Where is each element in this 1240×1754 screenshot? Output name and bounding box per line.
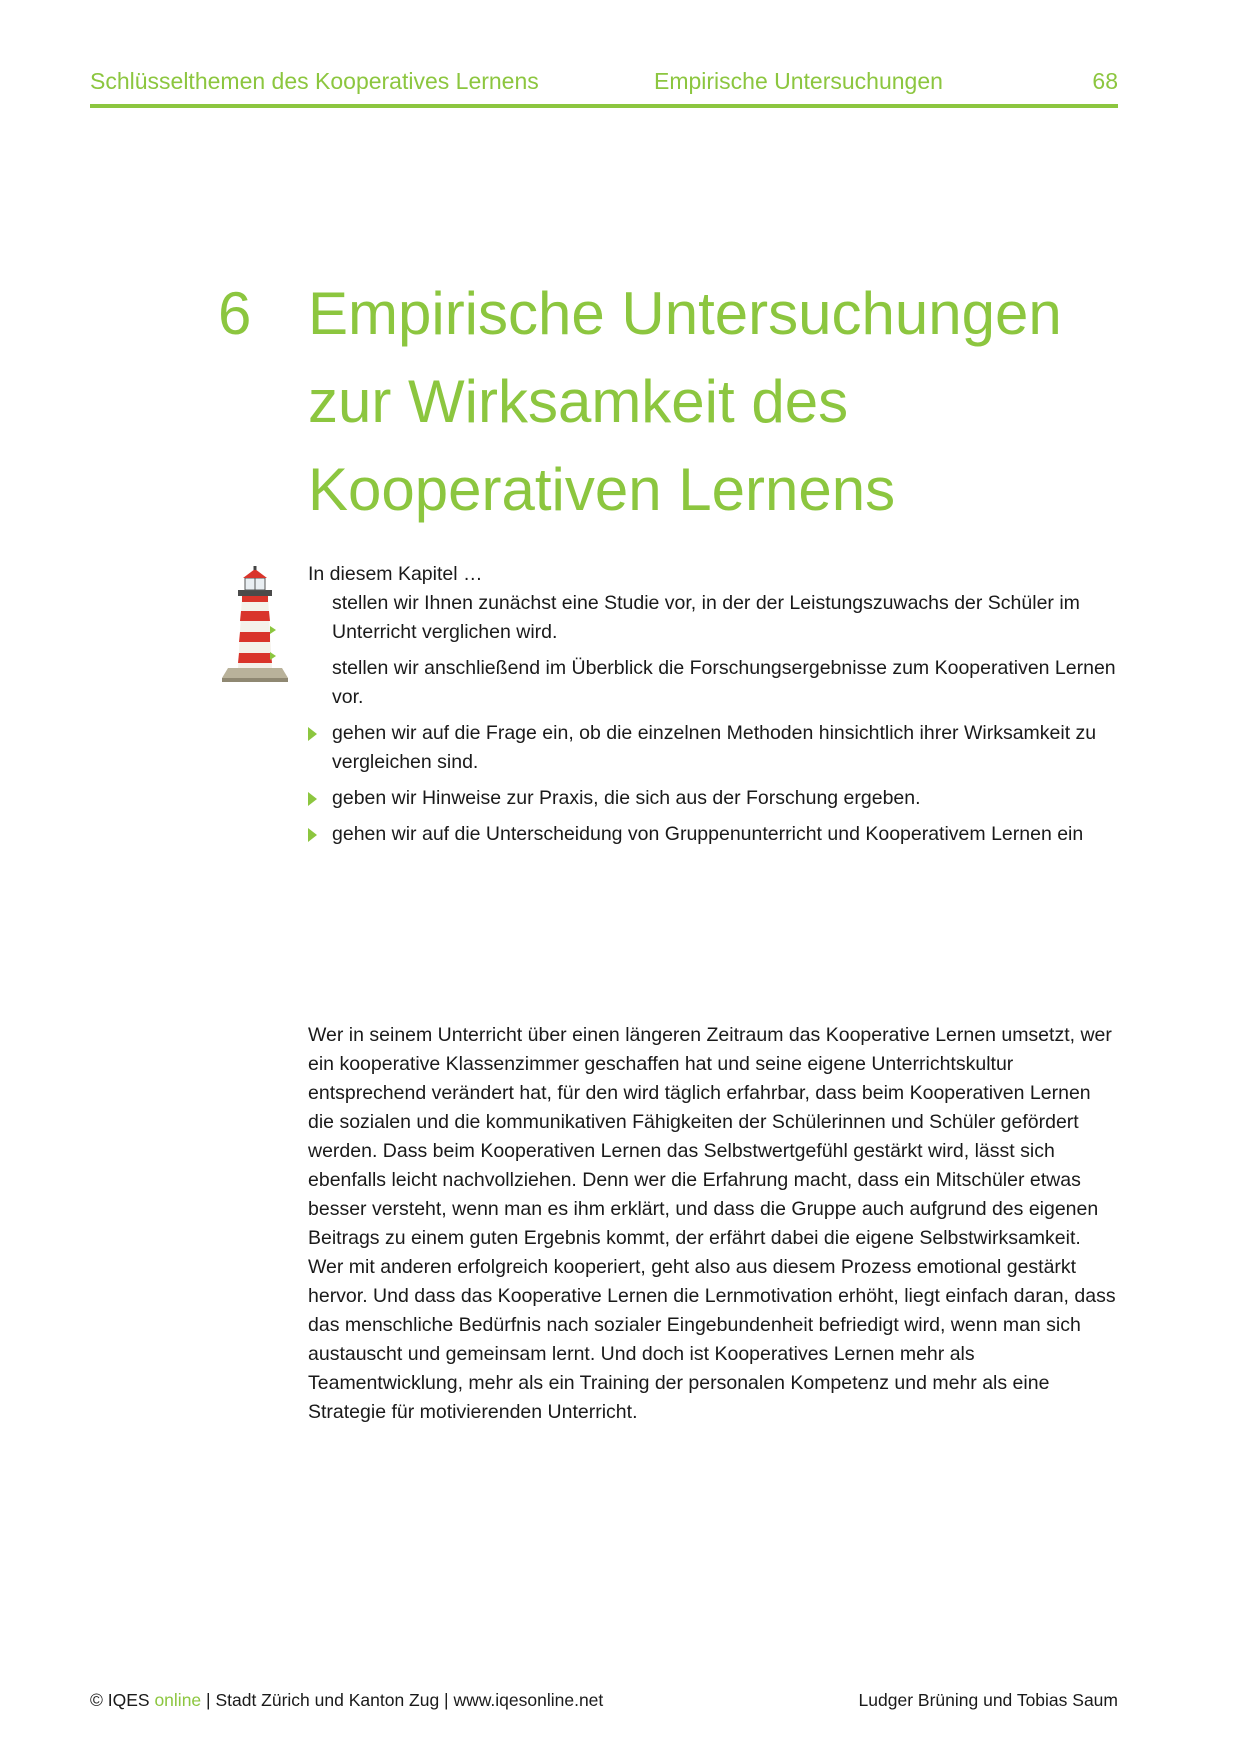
footer-online: online [154,1690,202,1710]
intro-item-text: gehen wir auf die Unterscheidung von Gruppenunterricht und Kooperativem Lernen ein [332,823,1084,845]
chapter-title [308,270,1128,534]
intro-heading: In diesem Kapitel … [308,563,483,585]
chapter-title-line: Kooperativen Lernens [308,456,896,523]
intro-item-text: geben wir Hinweise zur Praxis, die sich aus der Forschung ergeben. [332,787,921,809]
footer-copyright-prefix: © IQES [90,1690,150,1710]
intro-item-text: gehen wir auf die Frage ein, ob die einzelnen Methoden hinsichtlich ihrer Wirksamkeit zu vergleichen sind. [332,722,1097,773]
bullet-arrow-icon [308,828,317,842]
intro-list [308,589,1128,849]
chapter-intro [308,560,1128,856]
footer-publisher: | Stadt Zürich und Kanton Zug | www.iqesonline.net [201,1690,604,1710]
header-rule [90,104,1118,108]
body-paragraph: Wer in seinem Unterricht über einen längeren Zeitraum das Kooperative Lernen umsetzt, wer ein kooperative Klassenzimmer geschaffen hat und seine eigene Unterrichtskultur entsprechend verändert hat, für den wird täglich erfahrbar, dass beim Kooperativen Lernen die sozialen und die kommunikativen Fähigkeiten der Schülerinnen und Schüler gefördert werden. Dass beim Kooperativen Lernen das Selbstwertgefühl gestärkt wird, lässt sich ebenfalls leicht nachvollziehen. Denn wer die Erfahrung macht, dass ein Mitschüler etwas besser versteht, wenn man es ihm erklärt, und dass die Gruppe auch aufgrund des eigenen Beitrags zu einem guten Ergebnis kommt, der erfährt dabei die eigene Selbstwirksamkeit. Wer mit anderen erfolgreich kooperiert, geht also aus diesem Prozess emotional gestärkt hervor. Und dass das Kooperative Lernen die Lernmotivation erhöht, liegt einfach daran, dass das menschliche Bedürfnis nach sozialer Eingebundenheit befriedigt wird, wenn man sich austauscht und gemeinsam lernt. Und doch ist Kooperatives Lernen mehr als Teamentwicklung, mehr als ein Training der personalen Kompetenz und mehr als eine Strategie für motivierenden Unterricht. [308,1024,1116,1423]
bullet-arrow-icon [308,792,317,806]
header-chapter-title: Empirische Untersuchungen [654,68,943,94]
header-book-title: Schlüsselthemen des Kooperatives Lernens [90,68,539,94]
chapter-number: 6 [218,280,252,347]
intro-list-item [308,719,1128,777]
chapter-title-line: Empirische Untersuchungen [308,280,1062,347]
intro-list-item [308,654,1128,712]
lighthouse-icon [218,566,292,684]
intro-list-item [308,820,1128,849]
running-header [90,68,1118,98]
intro-item-text: stellen wir anschließend im Überblick die Forschungsergebnisse zum Kooperativen Lernen vor. [332,657,1116,708]
body-text [308,1021,1118,1427]
intro-item-text: stellen wir Ihnen zunächst eine Studie vor, in der der Leistungszuwachs der Schüler im Unterricht verglichen wird. [332,592,1080,643]
bullet-arrow-icon [308,727,317,741]
chapter-title-line: zur Wirksamkeit des [308,368,849,435]
intro-list-item [308,589,1128,647]
header-page-number: 68 [1092,68,1118,94]
intro-list-item [308,784,1128,813]
footer-authors: Ludger Brüning und Tobias Saum [858,1690,1118,1710]
footer-copyright [90,1690,603,1711]
